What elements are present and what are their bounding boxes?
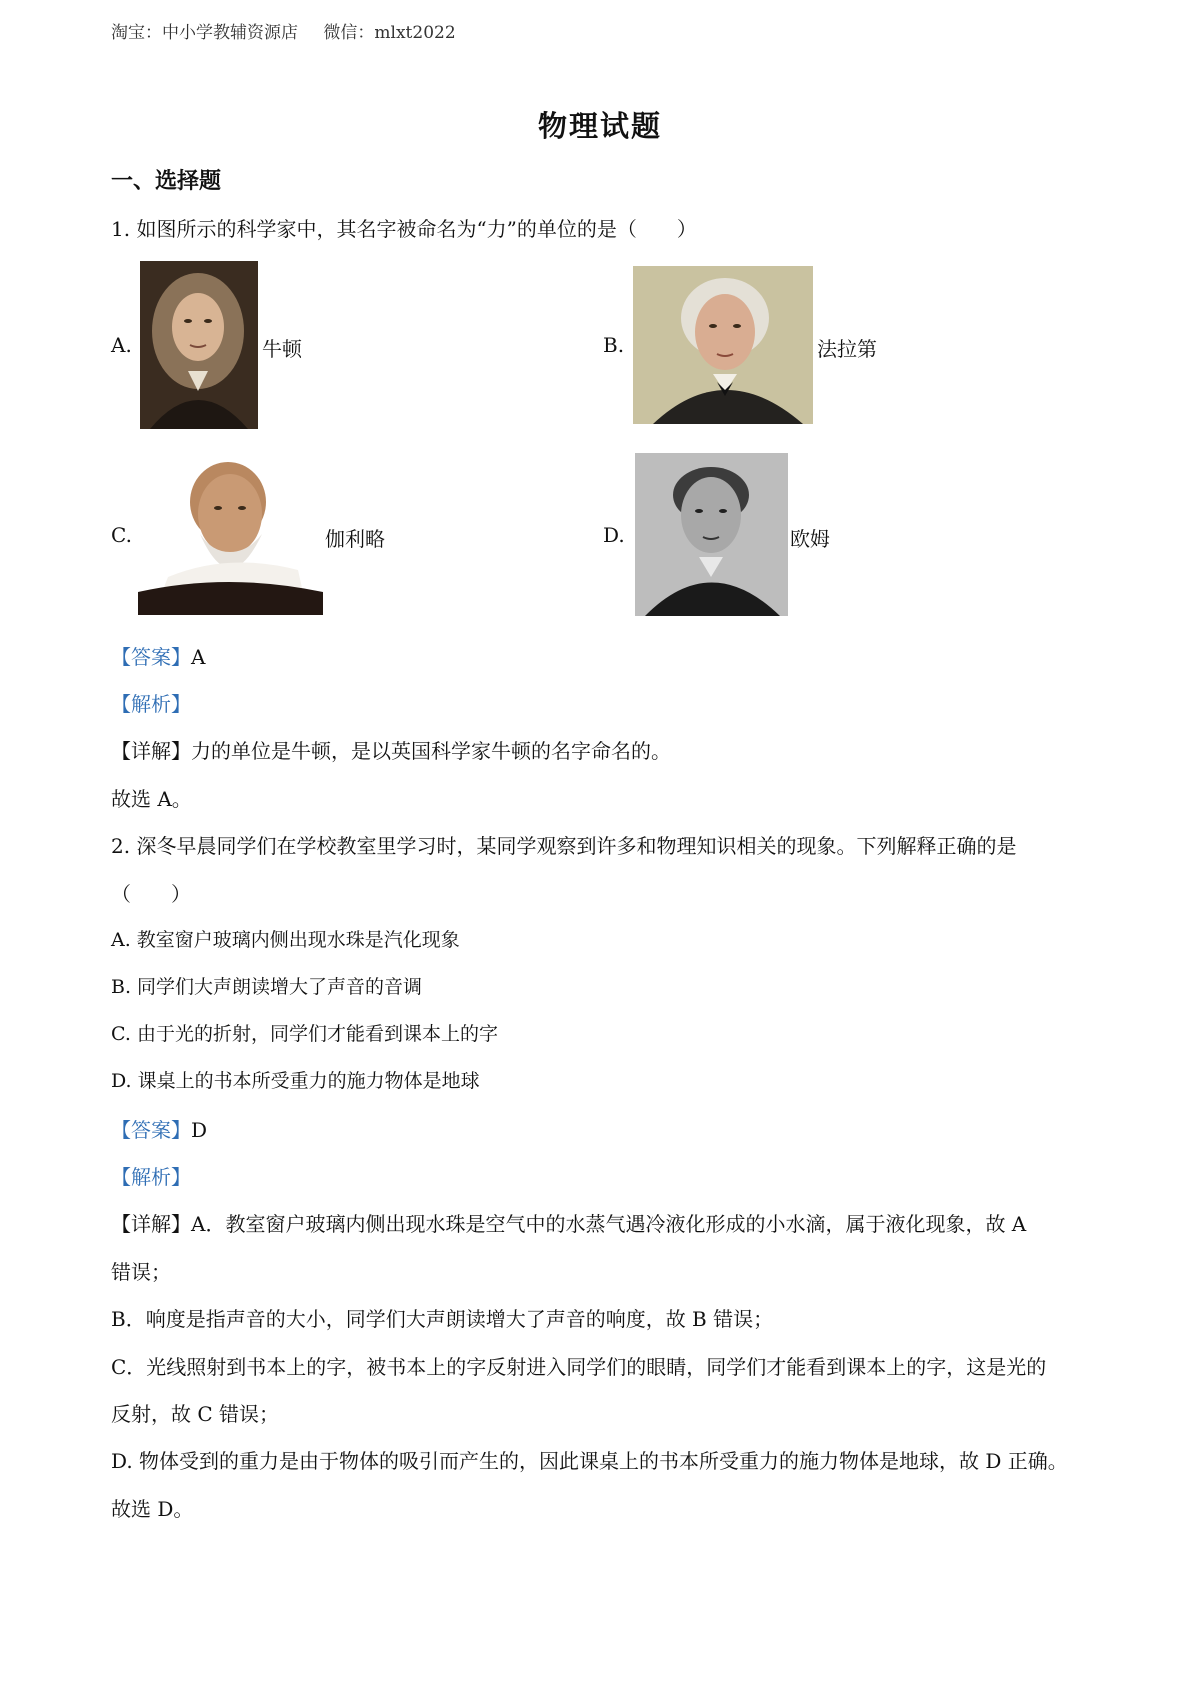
q2-detail-c-line1: C．光线照射到书本上的字，被书本上的字反射进入同学们的眼睛，同学们才能看到课本上的字，这是光的 — [111, 1355, 1047, 1379]
q1-answer-line — [111, 641, 205, 670]
newton-portrait — [140, 261, 258, 429]
q1-conclusion: 故选 A。 — [111, 787, 192, 811]
q2-detail-b: B．响度是指声音的大小，同学们大声朗读增大了声音的响度，故 B 错误； — [111, 1307, 774, 1331]
section-heading: 一、选择题 — [111, 168, 222, 194]
page-title: 物理试题 — [537, 109, 662, 143]
q2-stem: 2. 深冬早晨同学们在学校教室里学习时，某同学观察到许多和物理知识相关的现象。下列解释正确的是 — [111, 834, 1017, 858]
q2-detail-a-line2: 错误； — [111, 1260, 171, 1284]
ohm-portrait — [635, 453, 788, 616]
wechat-text: 微信：mlxt2022 — [323, 23, 456, 43]
galileo-portrait — [138, 452, 323, 615]
q2-answer: D — [191, 1118, 208, 1142]
q2-detail-d: D. 物体受到的重力是由于物体的吸引而产生的，因此课桌上的书本所受重力的施力物体是地球，故 D 正确。 — [111, 1449, 1068, 1473]
q1-option-b-name: 法拉第 — [817, 337, 877, 361]
q1-detail: 【详解】力的单位是牛顿，是以英国科学家牛顿的名字命名的。 — [111, 739, 671, 763]
q2-stem-paren: （ ） — [111, 882, 191, 906]
q2-option-c: C. 由于光的折射，同学们才能看到课本上的字 — [111, 1023, 498, 1045]
q1-option-d-name: 欧姆 — [790, 527, 830, 551]
q1-option-d-letter: D. — [603, 523, 625, 547]
q2-option-d: D. 课桌上的书本所受重力的施力物体是地球 — [111, 1070, 480, 1092]
q1-option-c-letter: C. — [111, 523, 132, 547]
q1-stem: 1. 如图所示的科学家中，其名字被命名为“力”的单位的是（ ） — [111, 217, 697, 241]
q2-conclusion: 故选 D。 — [111, 1497, 194, 1521]
q2-answer-line — [111, 1114, 207, 1143]
q1-option-a-name: 牛顿 — [262, 337, 302, 361]
q2-analysis-tag: 【解析】 — [111, 1165, 191, 1189]
faraday-portrait — [633, 266, 813, 424]
q1-answer-tag: 【答案】 — [111, 645, 191, 669]
q2-option-b: B. 同学们大声朗读增大了声音的音调 — [111, 976, 423, 998]
q1-option-a-letter: A. — [111, 333, 132, 357]
q2-detail-a-line1: 【详解】A．教室窗户玻璃内侧出现水珠是空气中的水蒸气遇冷液化形成的小水滴，属于液化现象，故 A — [111, 1212, 1027, 1236]
q2-detail-c-line2: 反射，故 C 错误； — [111, 1402, 280, 1426]
page-header — [111, 18, 476, 43]
q1-option-c-name: 伽利略 — [325, 527, 385, 551]
q2-answer-tag: 【答案】 — [111, 1118, 191, 1142]
q1-answer: A — [191, 645, 206, 669]
shop-text: 淘宝：中小学教辅资源店 — [111, 23, 298, 43]
q2-option-a: A. 教室窗户玻璃内侧出现水珠是汽化现象 — [111, 929, 460, 951]
q1-option-b-letter: B. — [603, 333, 625, 357]
q1-analysis-tag: 【解析】 — [111, 692, 191, 716]
